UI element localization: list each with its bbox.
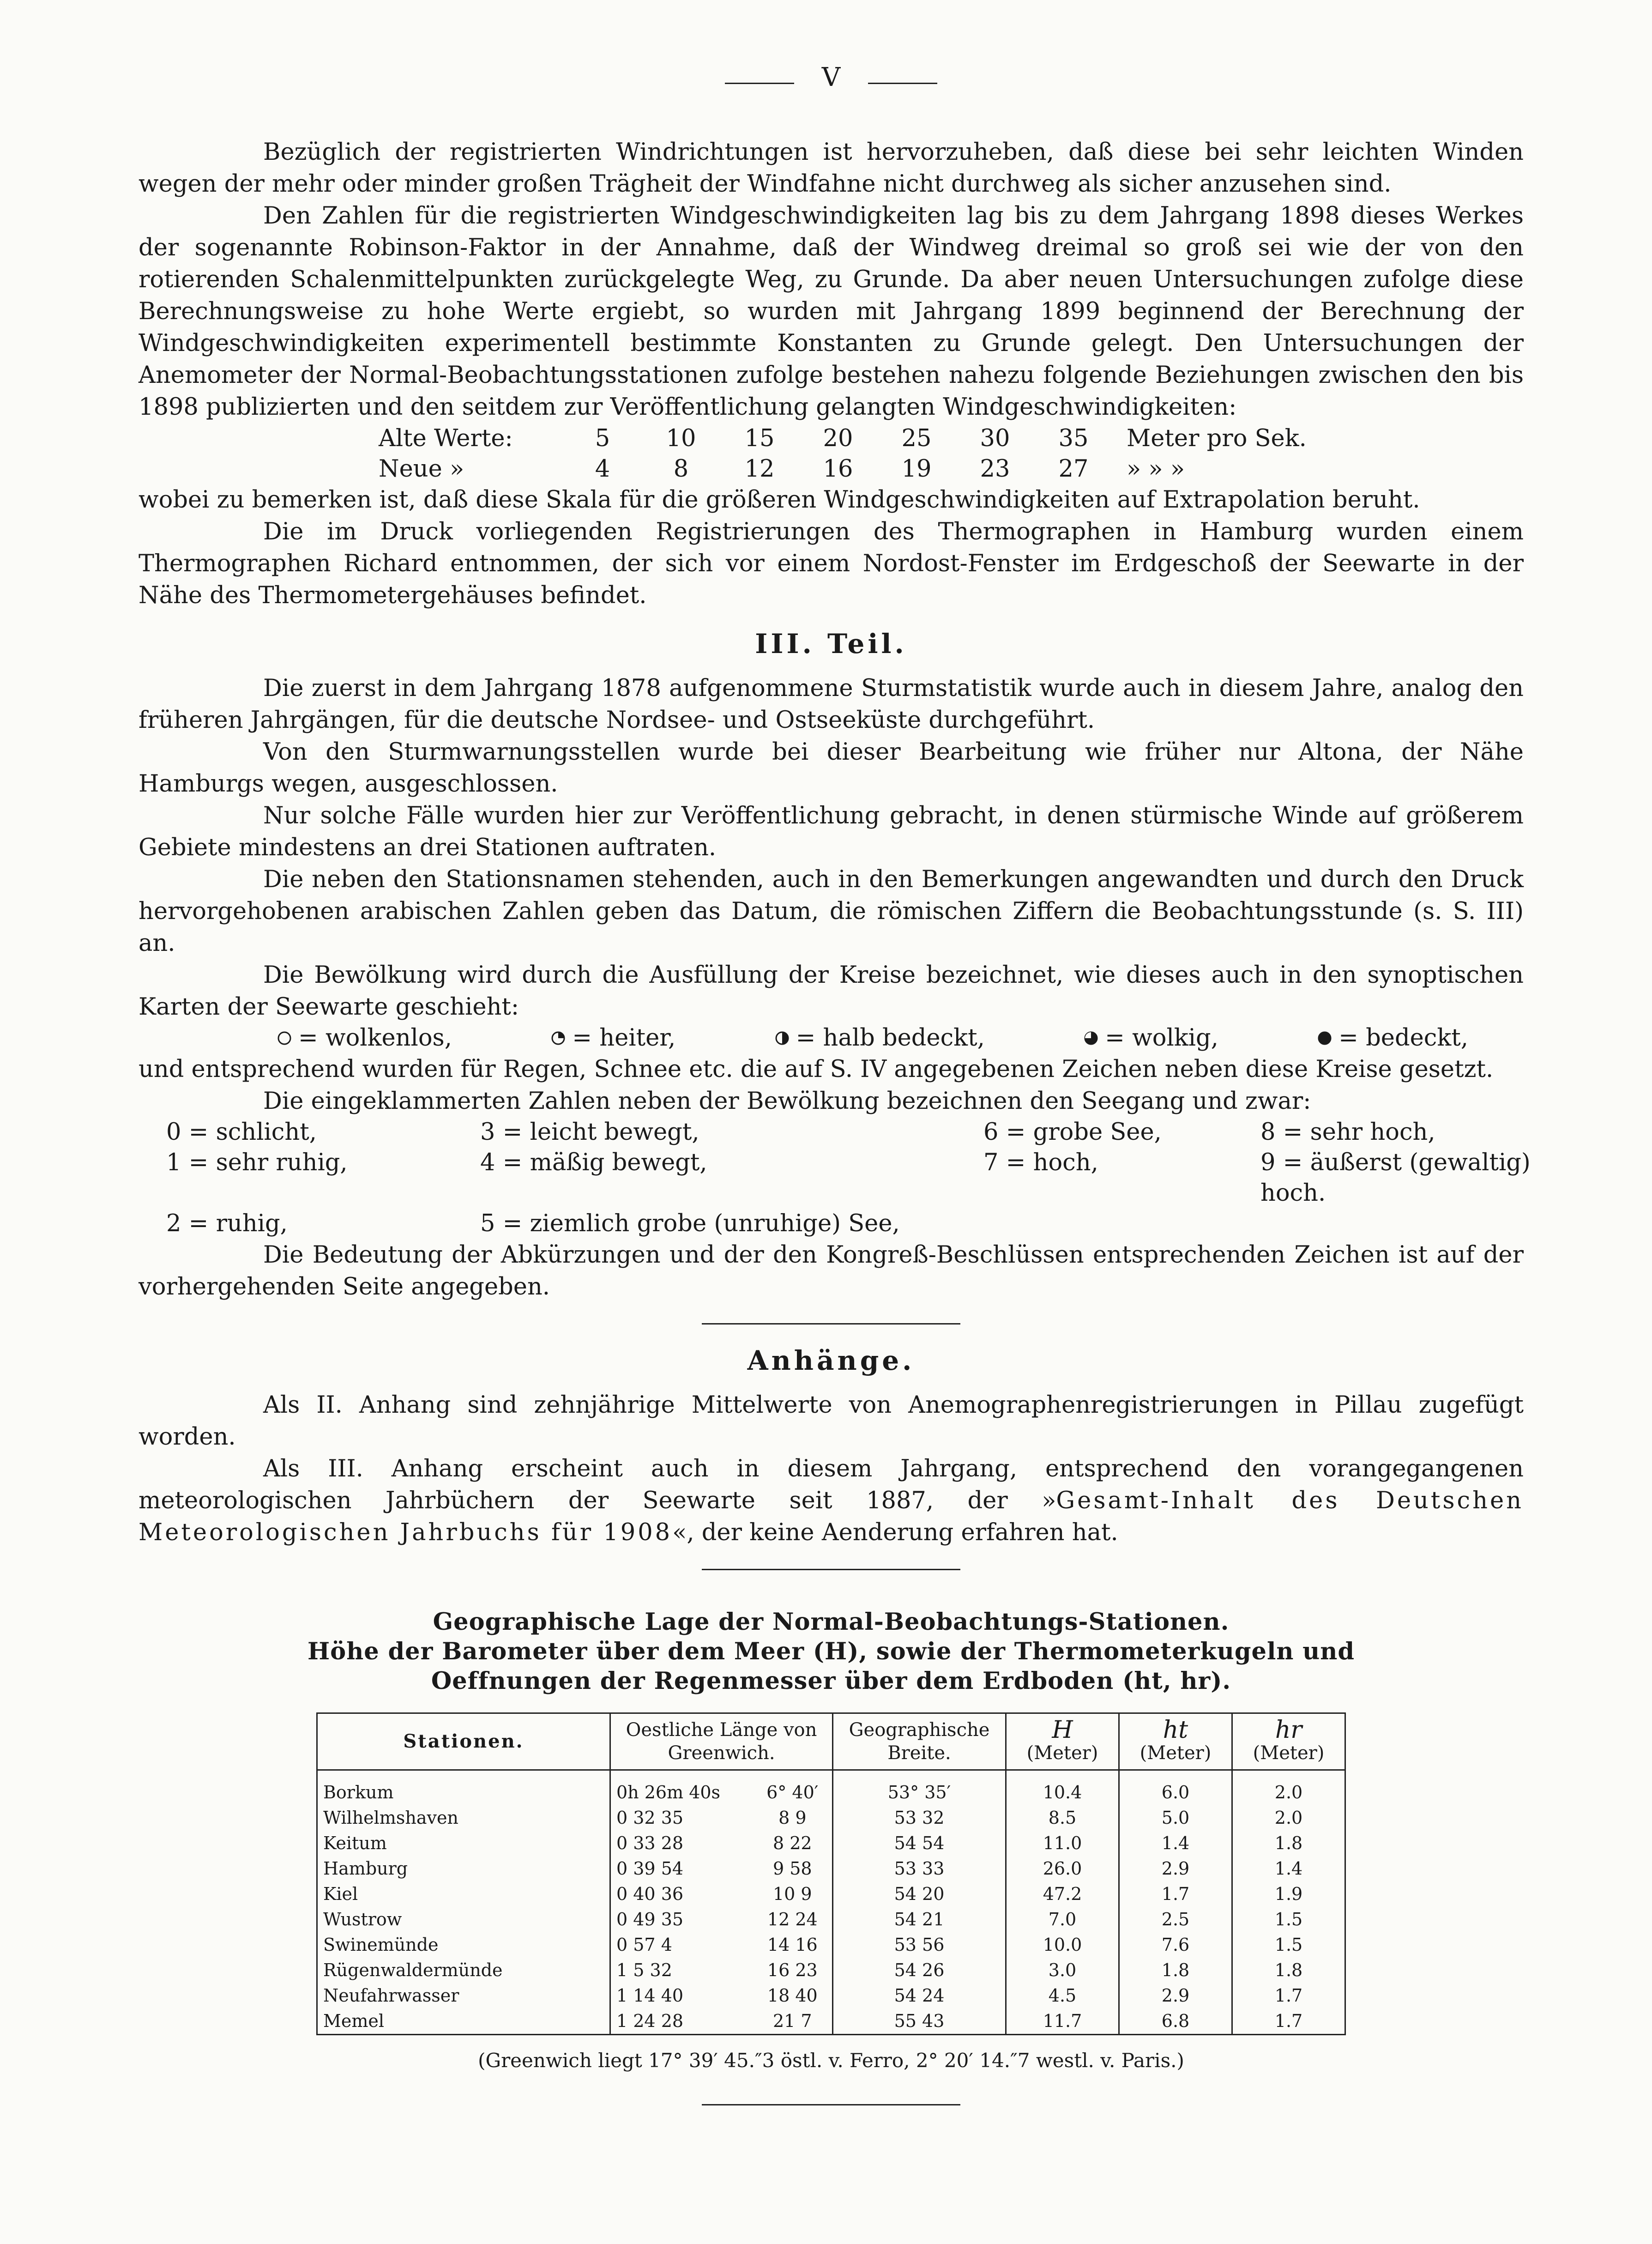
longitude-degrees: 6° 40′ xyxy=(753,1770,833,1806)
new-value: 27 xyxy=(1058,455,1089,483)
thermometer-height: 6.8 xyxy=(1119,2008,1232,2035)
filled-circle-icon xyxy=(1317,1031,1332,1046)
raingauge-height: 1.8 xyxy=(1232,1958,1345,1983)
longitude-degrees: 9 58 xyxy=(753,1856,833,1881)
longitude-time: 0 57 4 xyxy=(610,1932,753,1958)
latitude: 53 33 xyxy=(833,1856,1006,1881)
paragraph-cloud-cover: Die Bewölkung wird durch die Ausfüllung der Kreise bezeichnet, wie dieses auch in den synoptischen Karten der Seewarte geschieht: xyxy=(139,962,1524,1021)
station-name: Swinemünde xyxy=(317,1932,610,1958)
annex-3-text-start: Als III. Anhang erscheint auch in diesem Jahrgang, entsprechend den vorangegangenen meteorologischen Jahrbüchern der Seewarte seit 1887, der » xyxy=(139,1455,1524,1514)
barometer-height: 10.4 xyxy=(1006,1770,1119,1806)
paragraph-thermograph: Die im Druck vorliegenden Registrierungen des Thermographen in Hamburg wurden einem Thermographen Richard entnommen, der sich vor einem Nordost-Fenster im Erdgeschoß der Seewarte in der Nähe des Thermometergehäuses befindet. xyxy=(139,518,1524,609)
raingauge-height: 1.7 xyxy=(1232,2008,1345,2035)
sea-state-scale xyxy=(139,1117,1531,1239)
sea-state-entry: 8 = sehr hoch, xyxy=(1260,1119,1435,1146)
thermometer-height: 1.7 xyxy=(1119,1881,1232,1907)
sea-state-entry: 9 = äußerst (gewaltig) hoch. xyxy=(1260,1149,1531,1207)
station-name: Wilhelmshaven xyxy=(317,1805,610,1831)
station-name: Wustrow xyxy=(317,1907,610,1932)
station-name: Kiel xyxy=(317,1881,610,1907)
raingauge-height: 1.8 xyxy=(1232,1831,1345,1856)
header-barometer-height: H (Meter) xyxy=(1006,1713,1119,1770)
sea-state-entry: 0 = schlicht, xyxy=(166,1119,317,1146)
thermometer-height: 2.9 xyxy=(1119,1856,1232,1881)
page-number: V xyxy=(725,62,937,99)
paragraph-publication-criteria: Nur solche Fälle wurden hier zur Veröffentlichung gebracht, in denen stürmische Winde auf größerem Gebiete mindestens an drei Stationen auftraten. xyxy=(139,802,1524,861)
longitude-time: 0 49 35 xyxy=(610,1907,753,1932)
longitude-degrees: 18 40 xyxy=(753,1983,833,2008)
barometer-height: 26.0 xyxy=(1006,1856,1119,1881)
thermometer-height: 5.0 xyxy=(1119,1805,1232,1831)
barometer-height: 7.0 xyxy=(1006,1907,1119,1932)
latitude: 54 21 xyxy=(833,1907,1006,1932)
paragraph-wind-directions: Bezüglich der registrierten Windrichtungen ist hervorzuheben, daß diese bei sehr leichten Winden wegen der mehr oder minder großen Trägheit der Windfahne nicht durchweg als sicher anzusehen sind. xyxy=(139,139,1524,198)
table-caption-line: Geographische Lage der Normal-Beobachtungs-Stationen. xyxy=(433,1608,1230,1636)
old-value: 25 xyxy=(901,424,932,452)
cloud-legend-label: = bedeckt, xyxy=(1338,1024,1468,1052)
document-page xyxy=(139,0,1531,2244)
cloud-legend-label: = wolkig, xyxy=(1105,1024,1218,1052)
new-values-label: Neue » xyxy=(379,455,464,483)
station-name: Memel xyxy=(317,2008,610,2035)
latitude: 54 54 xyxy=(833,1831,1006,1856)
station-name: Hamburg xyxy=(317,1856,610,1881)
cloud-legend xyxy=(139,1023,1524,1053)
longitude-time: 1 5 32 xyxy=(610,1958,753,1983)
header-thermometer-height: ht (Meter) xyxy=(1119,1713,1232,1770)
header-latitude: Geographische Breite. xyxy=(833,1713,1006,1770)
paragraph-extrapolation: wobei zu bemerken ist, daß diese Skala für die größeren Windgeschwindigkeiten auf Extrapolation beruht. xyxy=(139,486,1420,514)
sea-state-entry: 1 = sehr ruhig, xyxy=(166,1149,348,1176)
section-divider xyxy=(702,2104,960,2105)
station-name: Rügenwaldermünde xyxy=(317,1958,610,1983)
longitude-degrees: 16 23 xyxy=(753,1958,833,1983)
table-caption xyxy=(139,1607,1524,1696)
paragraph-storm-statistics: Die zuerst in dem Jahrgang 1878 aufgenommene Sturmstatistik wurde auch in diesem Jahre, analog den früheren Jahrgängen, für die deutsche Nordsee- und Ostseeküste durchgeführt. xyxy=(139,675,1524,734)
table-row xyxy=(317,1881,1345,1907)
thermometer-height: 1.4 xyxy=(1119,1831,1232,1856)
new-value: 4 xyxy=(595,455,610,483)
barometer-height: 3.0 xyxy=(1006,1958,1119,1983)
barometer-height: 8.5 xyxy=(1006,1805,1119,1831)
table-row xyxy=(317,1907,1345,1932)
barometer-height: 4.5 xyxy=(1006,1983,1119,2008)
cloud-legend-label: = heiter, xyxy=(572,1024,676,1052)
latitude: 53 56 xyxy=(833,1932,1006,1958)
station-name: Borkum xyxy=(317,1770,610,1806)
raingauge-height: 1.4 xyxy=(1232,1856,1345,1881)
longitude-time: 0 33 28 xyxy=(610,1831,753,1856)
table-row xyxy=(317,1831,1345,1856)
latitude: 55 43 xyxy=(833,2008,1006,2035)
sea-state-entry: 5 = ziemlich grobe (unruhige) See, xyxy=(480,1210,900,1237)
old-values-unit: Meter pro Sek. xyxy=(1127,424,1307,452)
thermometer-height: 7.6 xyxy=(1119,1932,1232,1958)
old-value: 5 xyxy=(595,424,610,452)
old-values-row xyxy=(379,423,1307,454)
new-value: 19 xyxy=(901,455,932,483)
longitude-time: 0 39 54 xyxy=(610,1856,753,1881)
new-value: 12 xyxy=(744,455,775,483)
longitude-degrees: 10 9 xyxy=(753,1881,833,1907)
longitude-time: 0h 26m 40s xyxy=(610,1770,753,1806)
new-value: 8 xyxy=(673,455,689,483)
longitude-degrees: 14 16 xyxy=(753,1932,833,1958)
old-value: 35 xyxy=(1058,424,1089,452)
longitude-time: 0 40 36 xyxy=(610,1881,753,1907)
annex-3-title: Gesamt-Inhalt des Deutschen Meteorologischen Jahrbuchs für 1908 xyxy=(139,1487,1524,1546)
paragraph-annex-3 xyxy=(139,1453,1524,1548)
thermometer-height: 1.8 xyxy=(1119,1958,1232,1983)
stations-table-body xyxy=(317,1770,1345,2035)
greenwich-note: (Greenwich liegt 17° 39′ 45.″3 östl. v. Ferro, 2° 20′ 14.″7 westl. v. Paris.) xyxy=(478,2049,1184,2072)
paragraph-date-notation: Die neben den Stationsnamen stehenden, auch in den Bemerkungen angewandten und durch den Druck hervorgehobenen arabischen Zahlen geben das Datum, die römischen Ziffern die Beobachtungsstunde (s. S. III) an. xyxy=(139,866,1524,957)
table-row xyxy=(317,1770,1345,1806)
cloud-legend-label: = wolkenlos, xyxy=(298,1024,452,1052)
wind-values-table xyxy=(379,423,1307,484)
cloud-legend-item xyxy=(551,1023,675,1053)
longitude-degrees: 12 24 xyxy=(753,1907,833,1932)
annex-3-text-end: «, der keine Aenderung erfahren hat. xyxy=(672,1519,1118,1546)
raingauge-height: 1.7 xyxy=(1232,1983,1345,2008)
latitude: 54 20 xyxy=(833,1881,1006,1907)
latitude: 53 32 xyxy=(833,1805,1006,1831)
longitude-degrees: 8 9 xyxy=(753,1805,833,1831)
old-value: 15 xyxy=(744,424,775,452)
raingauge-height: 2.0 xyxy=(1232,1805,1345,1831)
cloud-legend-item xyxy=(775,1023,985,1053)
new-value: 16 xyxy=(823,455,853,483)
raingauge-height: 1.9 xyxy=(1232,1881,1345,1907)
table-caption-line: Höhe der Barometer über dem Meer (H), sowie der Thermometerkugeln und xyxy=(307,1638,1355,1665)
raingauge-height: 1.5 xyxy=(1232,1907,1345,1932)
cloud-legend-item xyxy=(1317,1023,1468,1053)
barometer-height: 10.0 xyxy=(1006,1932,1119,1958)
latitude: 54 24 xyxy=(833,1983,1006,2008)
raingauge-height: 2.0 xyxy=(1232,1770,1345,1806)
table-header-row xyxy=(317,1713,1345,1770)
new-value: 23 xyxy=(980,455,1010,483)
three-quarter-filled-circle-icon xyxy=(1084,1031,1098,1046)
section-divider xyxy=(702,1569,960,1570)
table-row xyxy=(317,1805,1345,1831)
sea-state-entry: 7 = hoch, xyxy=(983,1149,1098,1176)
paragraph-sea-state-intro: Die eingeklammerten Zahlen neben der Bewölkung bezeichnen den Seegang und zwar: xyxy=(263,1088,1311,1115)
paragraph-annex-2: Als II. Anhang sind zehnjährige Mittelwerte von Anemographenregistrierungen in Pillau zugefügt worden. xyxy=(139,1391,1524,1451)
old-value: 10 xyxy=(666,424,696,452)
table-row xyxy=(317,1983,1345,2008)
latitude: 53° 35′ xyxy=(833,1770,1006,1806)
longitude-time: 1 14 40 xyxy=(610,1983,753,2008)
cloud-legend-item xyxy=(1084,1023,1218,1053)
cloud-legend-item xyxy=(277,1023,452,1053)
table-row xyxy=(317,1958,1345,1983)
barometer-height: 11.7 xyxy=(1006,2008,1119,2035)
paragraph-abbreviations: Die Bedeutung der Abkürzungen und der den Kongreß-Beschlüssen entsprechenden Zeichen ist auf der vorhergehenden Seite angegeben. xyxy=(139,1241,1524,1300)
sea-state-entry: 4 = mäßig bewegt, xyxy=(480,1149,707,1176)
half-filled-circle-icon xyxy=(775,1031,790,1046)
header-raingauge-height: hr (Meter) xyxy=(1232,1713,1345,1770)
longitude-degrees: 21 7 xyxy=(753,2008,833,2035)
body-text xyxy=(139,136,1531,2126)
longitude-degrees: 8 22 xyxy=(753,1831,833,1856)
table-caption-line: Oeffnungen der Regenmesser über dem Erdboden (ht, hr). xyxy=(431,1667,1231,1695)
table-row xyxy=(317,1856,1345,1881)
paragraph-weather-symbols: und entsprechend wurden für Regen, Schnee etc. die auf S. IV angegebenen Zeichen neben diese Kreise gesetzt. xyxy=(139,1056,1494,1083)
thermometer-height: 2.5 xyxy=(1119,1907,1232,1932)
old-values-label: Alte Werte: xyxy=(379,424,513,452)
new-values-unit: » » » xyxy=(1127,455,1185,483)
raingauge-height: 1.5 xyxy=(1232,1932,1345,1958)
section-divider xyxy=(702,1323,960,1325)
table-row xyxy=(317,2008,1345,2035)
thermometer-height: 2.9 xyxy=(1119,1983,1232,2008)
quarter-filled-circle-icon xyxy=(551,1031,566,1046)
barometer-height: 11.0 xyxy=(1006,1831,1119,1856)
stations-table xyxy=(316,1712,1346,2035)
cloud-legend-label: = halb bedeckt, xyxy=(796,1024,985,1052)
paragraph-wind-speeds: Den Zahlen für die registrierten Windgeschwindigkeiten lag bis zu dem Jahrgang 1898 dieses Werkes der sogenannte Robinson-Faktor in der Annahme, daß der Windweg dreimal so groß sei wie der von den rotierenden Schalenmittelpunkten zurückgelegte Weg, zu Grunde. Da aber neuen Untersuchungen zufolge diese Berechnungsweise zu hohe Werte ergiebt, so wurden mit Jahrgang 1899 beginnend der Berechnung der Windgeschwindigkeiten experimentell bestimmte Konstanten zu Grunde gelegt. Den Untersuchungen der Anemometer der Normal-Beobachtungsstationen zufolge bestehen nahezu folgende Beziehungen zwischen den bis 1898 publizierten und den seitdem zur Veröffentlichung gelangten Windgeschwindigkeiten: xyxy=(139,202,1524,421)
latitude: 54 26 xyxy=(833,1958,1006,1983)
header-stations: Stationen. xyxy=(317,1713,610,1770)
section-title-annexes: Anhänge. xyxy=(747,1345,915,1376)
old-value: 30 xyxy=(980,424,1010,452)
header-longitude: Oestliche Länge von Greenwich. xyxy=(610,1713,833,1770)
paragraph-warning-stations: Von den Sturmwarnungsstellen wurde bei dieser Bearbeitung wie früher nur Altona, der Nähe Hamburgs wegen, ausgeschlossen. xyxy=(139,738,1524,798)
station-name: Neufahrwasser xyxy=(317,1983,610,2008)
sea-state-entry: 3 = leicht bewegt, xyxy=(480,1119,699,1146)
longitude-time: 0 32 35 xyxy=(610,1805,753,1831)
sea-state-entry: 2 = ruhig, xyxy=(166,1210,288,1237)
table-row xyxy=(317,1932,1345,1958)
longitude-time: 1 24 28 xyxy=(610,2008,753,2035)
cloudless-circle-icon xyxy=(277,1031,292,1046)
sea-state-entry: 6 = grobe See, xyxy=(983,1119,1162,1146)
old-value: 20 xyxy=(823,424,853,452)
new-values-row xyxy=(379,454,1307,484)
barometer-height: 47.2 xyxy=(1006,1881,1119,1907)
station-name: Keitum xyxy=(317,1831,610,1856)
thermometer-height: 6.0 xyxy=(1119,1770,1232,1806)
section-title-part-3: III. Teil. xyxy=(755,628,907,659)
